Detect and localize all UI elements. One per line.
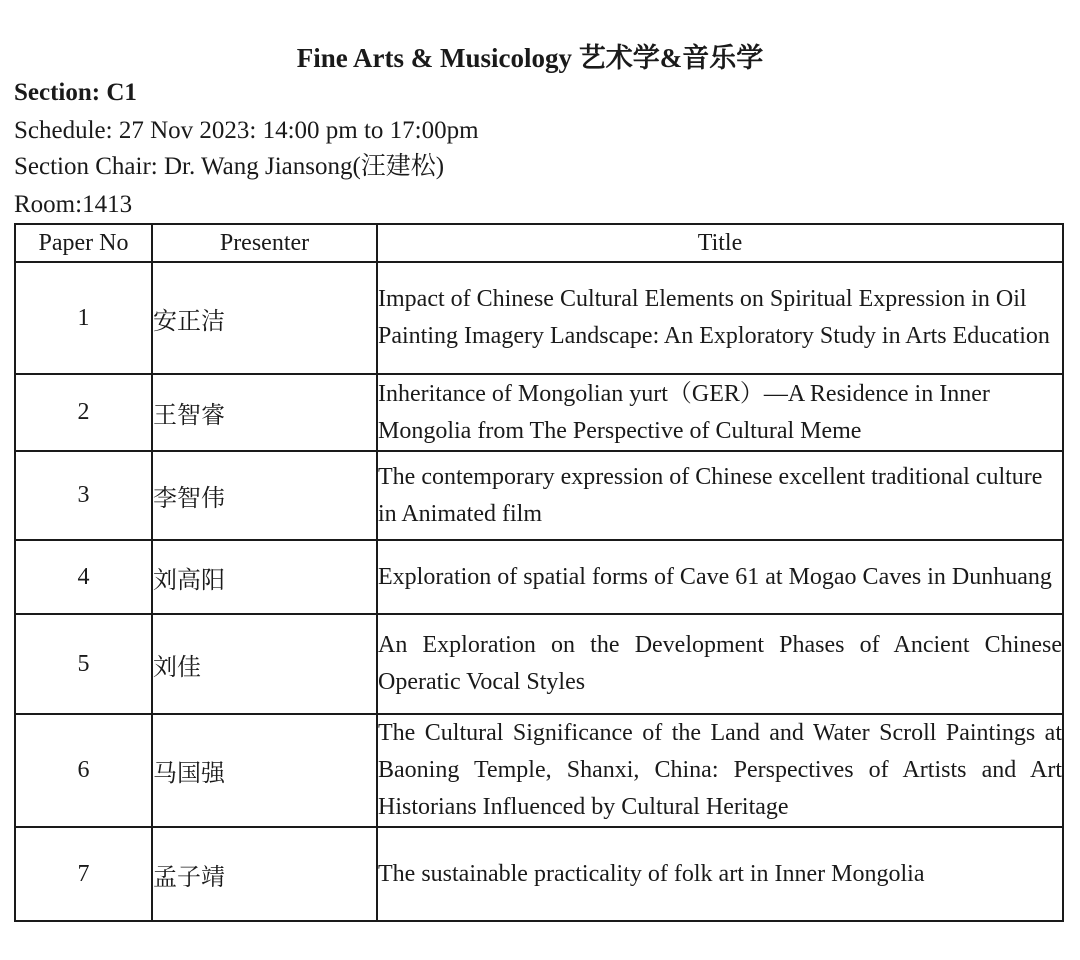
column-header-paper-no: Paper No	[15, 224, 152, 262]
schedule-text: Schedule: 27 Nov 2023: 14:00 pm to 17:00pm	[14, 117, 479, 144]
column-header-title: Title	[377, 224, 1063, 262]
section-label: Section: C1	[14, 79, 137, 106]
table-row	[15, 451, 1063, 540]
table-row	[15, 614, 1063, 714]
presenter-cell: 李智伟	[152, 451, 377, 540]
section-chair-text: Section Chair: Dr. Wang Jiansong(汪建松)	[14, 153, 445, 180]
paper-no-cell: 1	[15, 262, 152, 374]
table-row	[15, 374, 1063, 451]
title-cell: The sustainable practicality of folk art in Inner Mongolia	[377, 827, 1063, 921]
paper-no-cell: 7	[15, 827, 152, 921]
presenter-cell: 马国强	[152, 714, 377, 827]
title-cell: The contemporary expression of Chinese excellent traditional culture in Animated film	[377, 451, 1063, 540]
table-header-row	[15, 224, 1063, 262]
presenter-cell: 孟子靖	[152, 827, 377, 921]
paper-no-cell: 3	[15, 451, 152, 540]
title-cell: An Exploration on the Development Phases of Ancient Chinese Operatic Vocal Styles	[377, 614, 1063, 714]
table-row	[15, 827, 1063, 921]
presenter-cell: 刘高阳	[152, 540, 377, 614]
paper-no-cell: 6	[15, 714, 152, 827]
title-cell: Exploration of spatial forms of Cave 61 at Mogao Caves in Dunhuang	[377, 540, 1063, 614]
paper-schedule-table	[14, 223, 1064, 922]
title-cell: The Cultural Significance of the Land and Water Scroll Paintings at Baoning Temple, Shanxi, China: Perspectives of Artists and Art Historians Influenced by Cultural Heritage	[377, 714, 1063, 827]
presenter-cell: 王智睿	[152, 374, 377, 451]
table-row	[15, 540, 1063, 614]
page-title: Fine Arts & Musicology 艺术学&音乐学	[296, 43, 764, 73]
paper-no-cell: 2	[15, 374, 152, 451]
table-row	[15, 262, 1063, 374]
title-cell: Inheritance of Mongolian yurt（GER）—A Residence in Inner Mongolia from The Perspective of Cultural Meme	[377, 374, 1063, 451]
table-row	[15, 714, 1063, 827]
paper-no-cell: 5	[15, 614, 152, 714]
paper-no-cell: 4	[15, 540, 152, 614]
room-text: Room:1413	[14, 191, 133, 218]
presenter-cell: 刘佳	[152, 614, 377, 714]
presenter-cell: 安正洁	[152, 262, 377, 374]
column-header-presenter: Presenter	[152, 224, 377, 262]
title-cell: Impact of Chinese Cultural Elements on Spiritual Expression in Oil Painting Imagery Landscape: An Exploratory Study in Arts Education	[377, 262, 1063, 374]
